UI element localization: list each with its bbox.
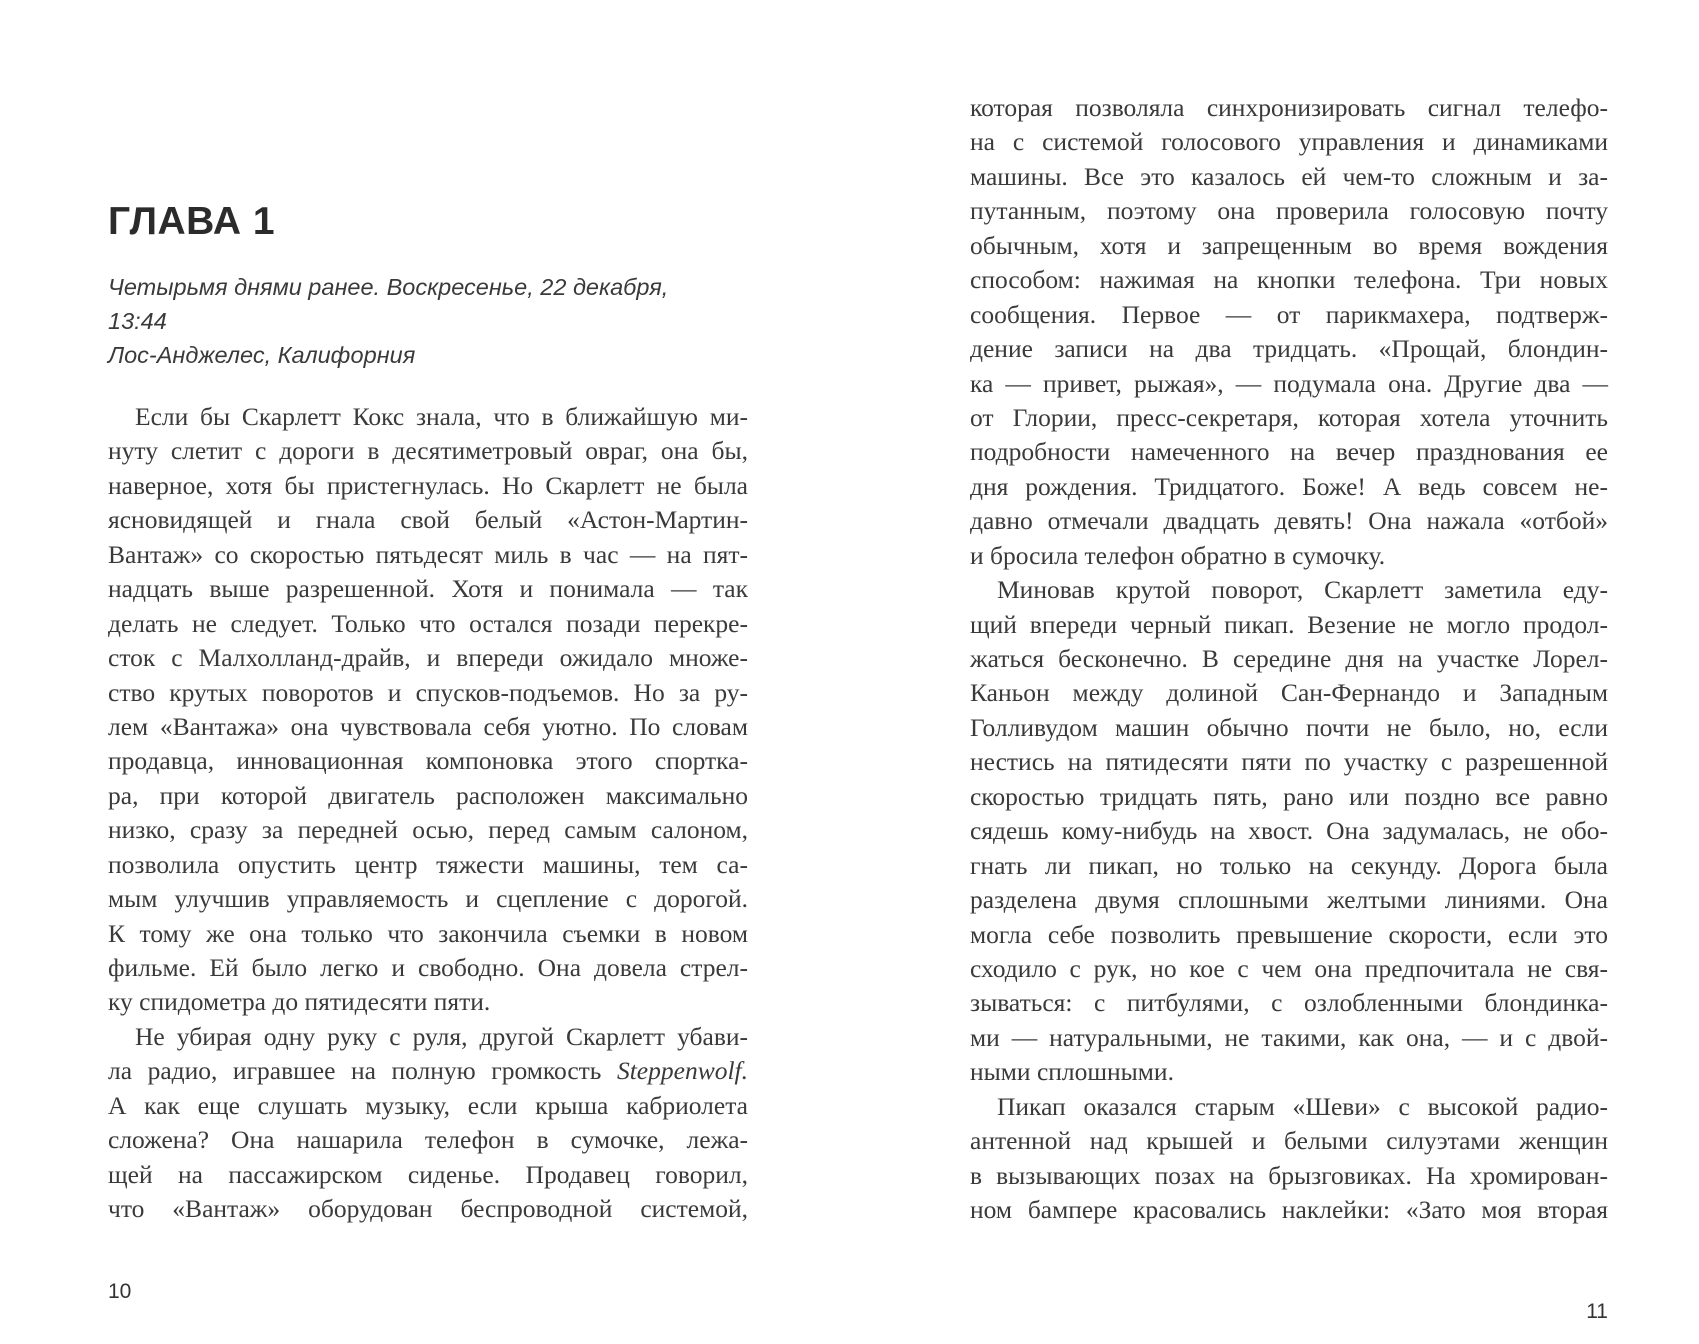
left-page	[108, 0, 748, 1344]
text-line: надцать выше разрешенной. Хотя и понимала — так	[108, 574, 748, 604]
text-line: Не убирая одну руку с руля, другой Скарлетт убави-	[135, 1021, 748, 1051]
body-text	[108, 400, 748, 1227]
text-line: сядешь кому-нибудь на хвост. Она задумалась, не обо-	[970, 816, 1608, 846]
text-line: Миновав крутой поворот, Скарлетт заметила еду-	[997, 575, 1608, 605]
subtitle-line: Четырьмя днями ранее. Воскресенье, 22 декабря,	[108, 274, 669, 300]
text-line: низко, сразу за передней осью, перед самым салоном,	[108, 815, 748, 845]
text-line: Голливудом машин обычно почти не было, но, если	[970, 712, 1608, 742]
text-line: К тому же она только что закончила съемки в новом	[108, 918, 748, 948]
text-line: Каньон между долиной Сан-Фернандо и Западным	[970, 678, 1608, 708]
text-line: лем «Вантажа» она чувствовала себя уютно. По словам	[108, 711, 748, 741]
text-line: могла себе позволить превышение скорости, если это	[970, 919, 1608, 949]
text-line: нестись на пятидесяти пяти по участку с разрешенной	[970, 747, 1608, 777]
text-line: Пикап оказался старым «Шеви» с высокой радио-	[997, 1091, 1608, 1121]
chapter-subtitle	[108, 270, 668, 372]
text-line: что «Вантаж» оборудован беспроводной системой,	[108, 1194, 748, 1224]
text-line: которая позволяла синхронизировать сигнал телефо-	[970, 93, 1608, 122]
page-number: 10	[108, 1280, 132, 1303]
body-text	[970, 91, 1608, 1227]
italic-band-name: Steppenwolf.	[616, 1056, 748, 1086]
text-line: А как еще слушать музыку, если крыша кабриолета	[108, 1090, 748, 1120]
text-line: Если бы Скарлетт Кокс знала, что в ближайшую ми-	[135, 402, 748, 431]
paragraph	[970, 1090, 1608, 1228]
text-line: ном бампере красовались наклейки: «Зато моя вторая	[970, 1195, 1608, 1224]
paragraph	[970, 91, 1608, 573]
text-line: на с системой голосового управления и динамиками	[970, 127, 1608, 157]
text-line: зываться: с питбулями, с озлобленными блондинка-	[970, 988, 1608, 1018]
text-line: давно отмечали двадцать девять! Она нажала «отбой»	[970, 506, 1608, 536]
subtitle-line: 13:44	[108, 308, 167, 334]
text-line: фильме. Ей было легко и свободно. Она довела стрел-	[108, 953, 748, 982]
text-line: ка — привет, рыжая», — подумала она. Другие два —	[970, 368, 1608, 398]
paragraph	[108, 400, 748, 1020]
page-number: 11	[1586, 1300, 1608, 1323]
text-line: делать не следует. Только что остался позади перекре-	[108, 608, 748, 638]
text-line: путанным, поэтому она проверила голосовую почту	[970, 196, 1608, 226]
text-segment: ла радио, игравшее на полную громкость	[108, 1056, 617, 1086]
text-line: мым улучшив управляемость и сцепление с дорогой.	[108, 884, 748, 914]
text-line: продавца, инновационная компоновка этого спортка-	[108, 746, 748, 776]
text-line: нуту слетит с дороги в десятиметровый овраг, она бы,	[108, 436, 748, 466]
right-page	[970, 0, 1608, 1344]
text-line: ство крутых поворотов и спусков-подъемов. Но за ру-	[108, 677, 748, 707]
text-line: гнать ли пикап, но только на секунду. Дорога была	[970, 850, 1608, 880]
text-line: щий впереди черный пикап. Везение не могло продол-	[970, 609, 1608, 639]
text-line: жаться бесконечно. В середине дня на участке Лорел-	[970, 644, 1608, 673]
text-line	[108, 1054, 748, 1088]
text-line: машины. Все это казалось ей чем-то сложным и за-	[970, 161, 1608, 191]
text-line: ми — натуральными, не такими, как она, — и с двой-	[970, 1022, 1608, 1052]
text-line: подробности намеченного на вечер празднования ее	[970, 437, 1608, 467]
text-line: в вызывающих позах на брызговиках. На хромирован-	[970, 1160, 1608, 1190]
text-line: ясновидящей и гнала свой белый «Астон-Мартин-	[108, 505, 748, 535]
text-line: антенной над крышей и белыми силуэтами женщин	[970, 1126, 1608, 1156]
text-line: дня рождения. Тридцатого. Боже! А ведь совсем не-	[970, 471, 1608, 501]
text-line: позволила опустить центр тяжести машины, тем са-	[108, 849, 748, 879]
text-line: сходило с рук, но кое с чем она предпочитала не свя-	[970, 953, 1608, 983]
text-line: сложена? Она нашарила телефон в сумочке, лежа-	[108, 1125, 748, 1155]
text-line: щей на пассажирском сиденье. Продавец говорил,	[108, 1159, 748, 1189]
text-line: ку спидометра до пятидесяти пяти.	[108, 987, 491, 1017]
text-line: сток с Малхолланд-драйв, и впереди ожидало множе-	[108, 643, 748, 673]
text-line: скоростью тридцать пять, рано или поздно все равно	[970, 781, 1608, 811]
text-line: от Глории, пресс-секретаря, которая хотела уточнить	[970, 402, 1608, 432]
text-line: Вантаж» со скоростью пятьдесят миль в час — на пят-	[108, 539, 748, 569]
text-line: ра, при которой двигатель расположен максимально	[108, 780, 748, 810]
text-line: и бросила телефон обратно в сумочку.	[970, 540, 1386, 570]
text-line: обычным, хотя и запрещенным во время вождения	[970, 230, 1608, 260]
text-line: сообщения. Первое — от парикмахера, подтверж-	[970, 299, 1608, 329]
text-line: дение записи на два тридцать. «Прощай, блондин-	[970, 334, 1608, 364]
text-line: наверное, хотя бы пристегнулась. Но Скарлетт не была	[108, 470, 748, 500]
text-line: разделена двумя сплошными желтыми линиями. Она	[970, 885, 1608, 915]
text-line: способом: нажимая на кнопки телефона. Три новых	[970, 265, 1608, 295]
paragraph	[970, 573, 1608, 1090]
chapter-heading: ГЛАВА 1	[108, 200, 276, 243]
text-line: ными сплошными.	[970, 1057, 1174, 1087]
paragraph	[108, 1020, 748, 1227]
subtitle-line: Лос-Анджелес, Калифорния	[108, 342, 416, 368]
